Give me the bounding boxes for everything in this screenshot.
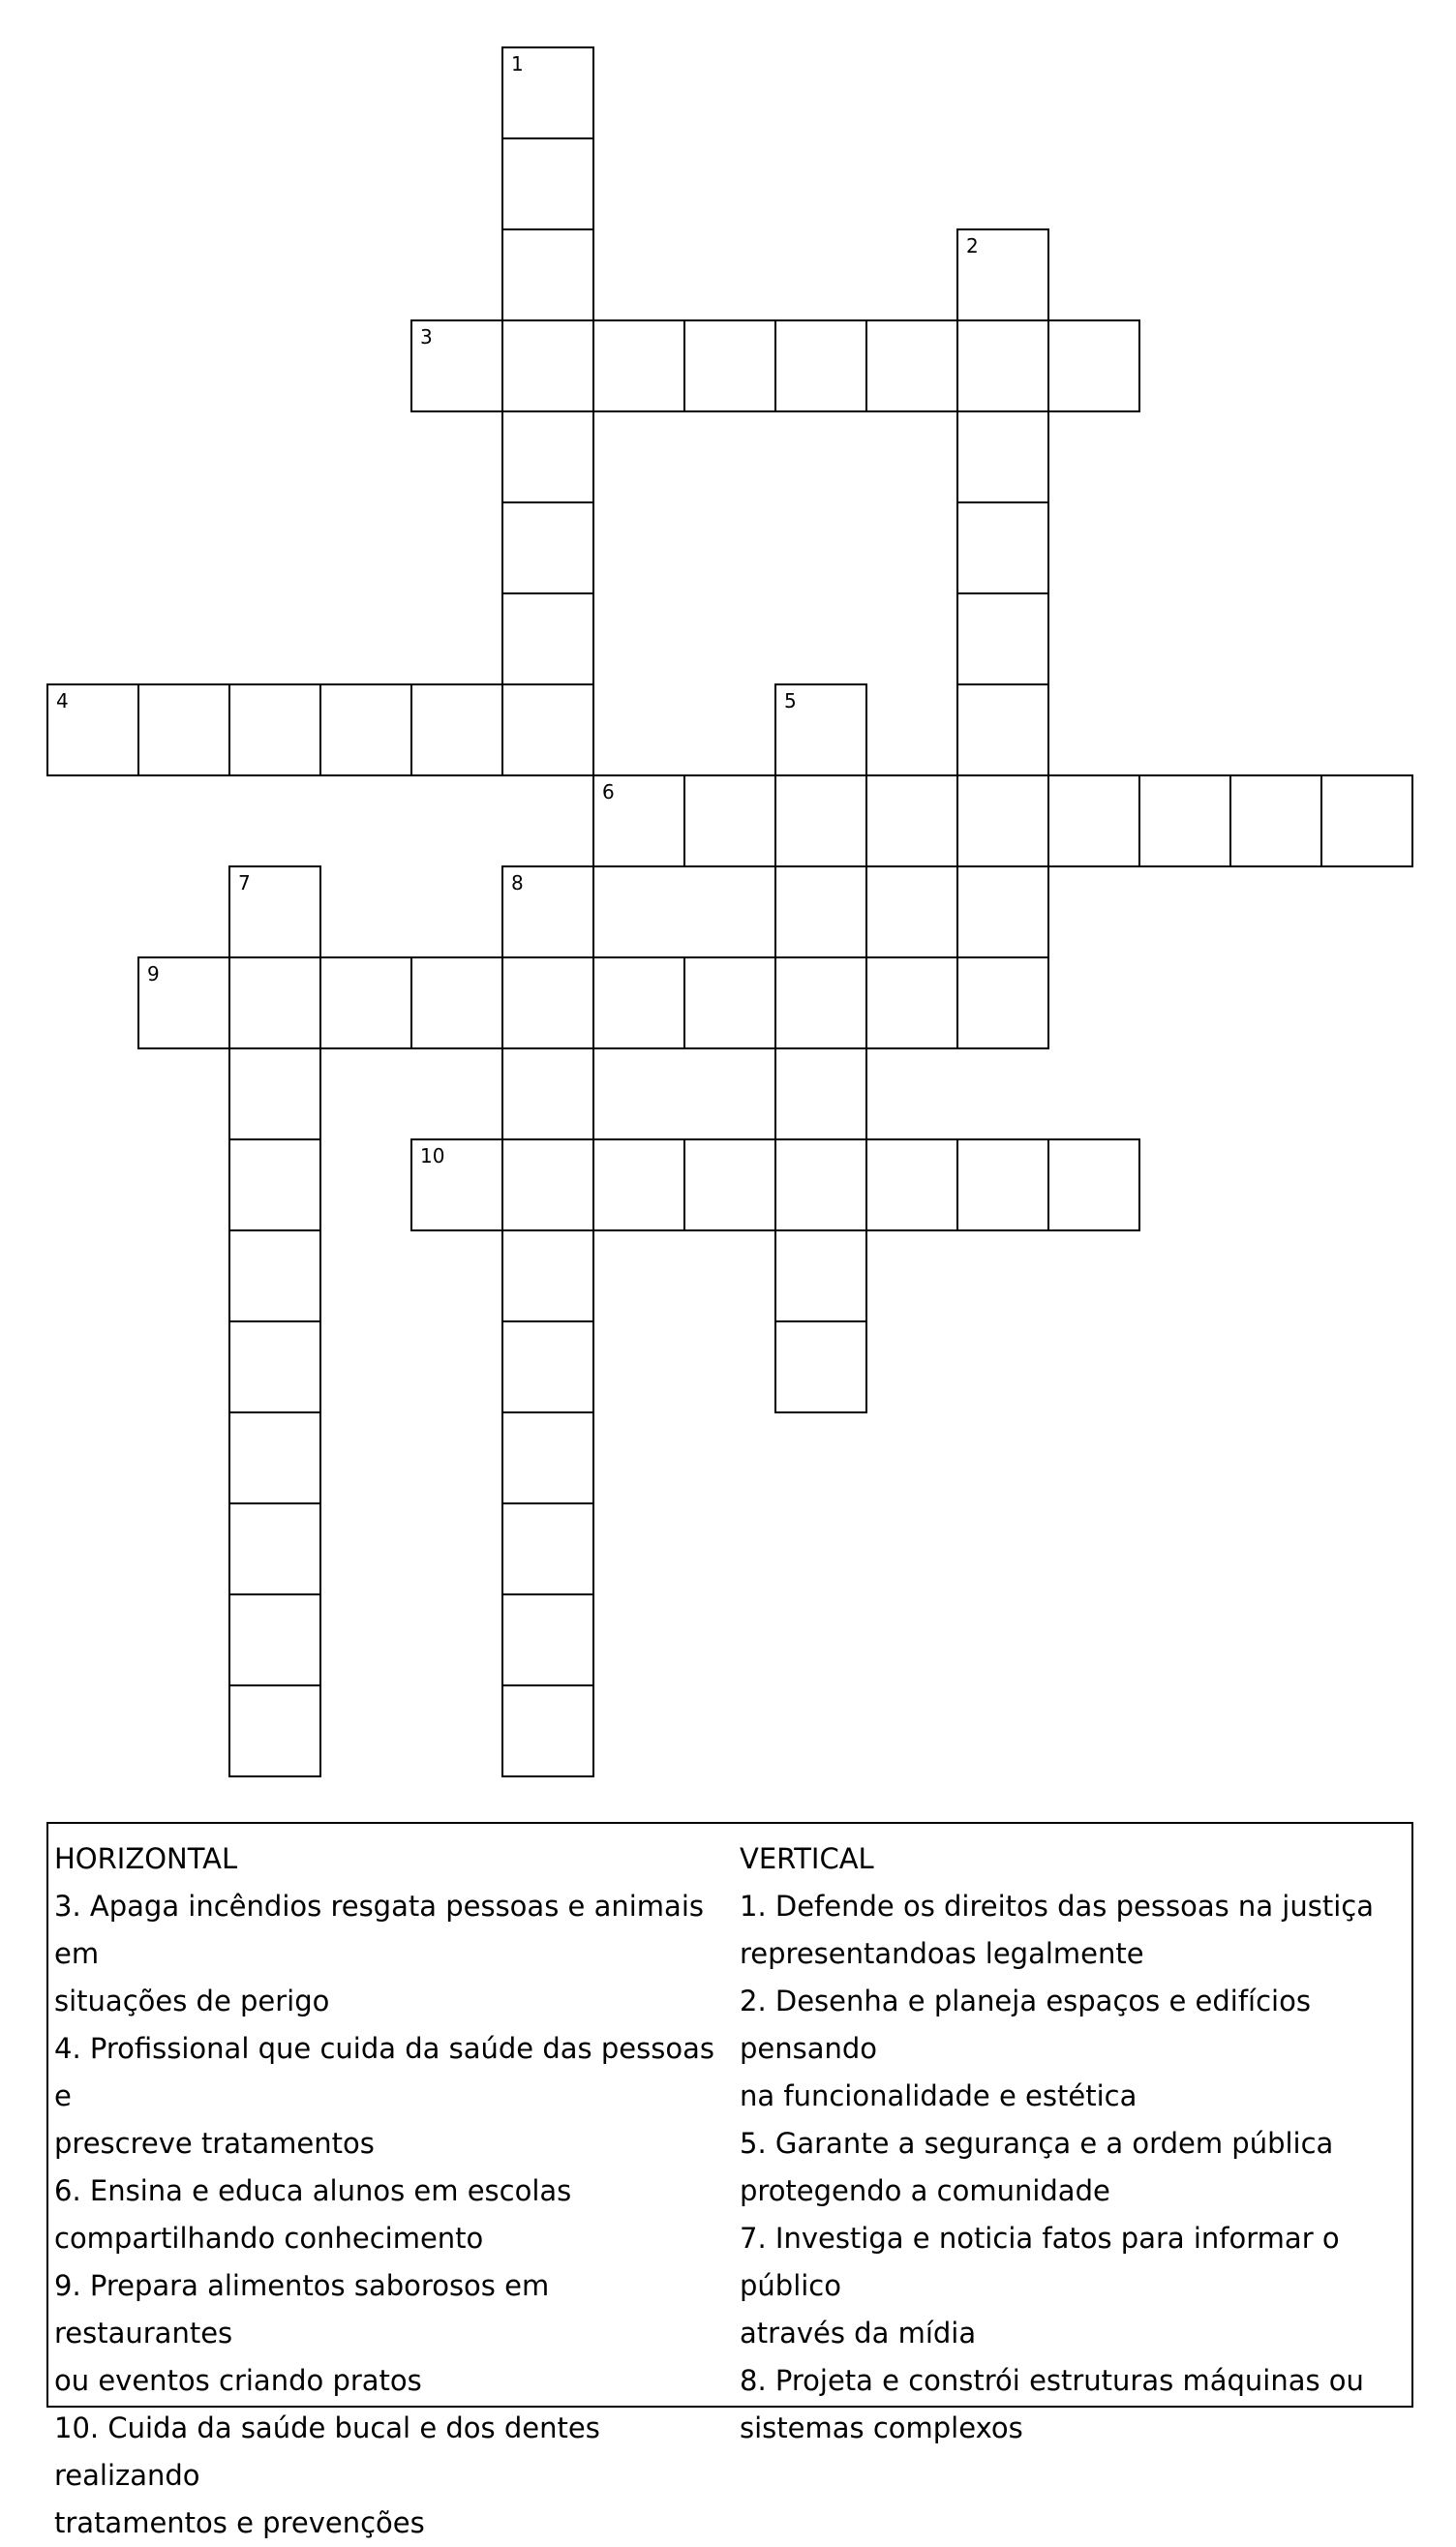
crossword-cell[interactable] — [956, 1138, 1049, 1231]
crossword-cell[interactable] — [774, 1138, 867, 1231]
crossword-cell[interactable] — [501, 1684, 594, 1777]
crossword-cell[interactable] — [956, 228, 1049, 321]
crossword-cell[interactable] — [46, 683, 139, 776]
crossword-cell[interactable] — [501, 1047, 594, 1140]
crossword-cell[interactable] — [956, 319, 1049, 412]
crossword-cell[interactable] — [501, 865, 594, 958]
clue-line: na funcionalidade e estética — [740, 2079, 1138, 2112]
crossword-cell[interactable] — [1229, 774, 1322, 867]
crossword-cell[interactable] — [956, 410, 1049, 503]
clue-line: 1. Defende os direitos das pessoas na justiça — [740, 1890, 1374, 1923]
crossword-cell[interactable] — [501, 501, 594, 594]
crossword-cell[interactable] — [501, 228, 594, 321]
clue-line: 3. Apaga incêndios resgata pessoas e animais em — [54, 1890, 704, 1970]
crossword-cell[interactable] — [137, 956, 230, 1049]
clue-line: protegendo a comunidade — [740, 2174, 1110, 2207]
clue-line: 9. Prepara alimentos saborosos em restaurantes — [54, 2269, 550, 2350]
crossword-cell[interactable] — [501, 1138, 594, 1231]
crossword-cell[interactable] — [592, 774, 685, 867]
crossword-cell[interactable] — [865, 1138, 958, 1231]
crossword-cell[interactable] — [137, 683, 230, 776]
crossword-cell[interactable] — [774, 865, 867, 958]
clue-line: 7. Investiga e noticia fatos para informar o público — [740, 2222, 1340, 2302]
clue-number: 8 — [511, 871, 524, 894]
clue-line: 10. Cuida da saúde bucal e dos dentes realizando — [54, 2411, 600, 2492]
crossword-cell[interactable] — [228, 1502, 321, 1595]
crossword-cell[interactable] — [774, 774, 867, 867]
crossword-cell[interactable] — [774, 1320, 867, 1413]
crossword-cell[interactable] — [228, 1138, 321, 1231]
crossword-cell[interactable] — [228, 1411, 321, 1504]
crossword-cell[interactable] — [501, 137, 594, 230]
crossword-cell[interactable] — [501, 956, 594, 1049]
crossword-cell[interactable] — [228, 1593, 321, 1686]
crossword-cell[interactable] — [774, 1229, 867, 1322]
crossword-cell[interactable] — [501, 683, 594, 776]
crossword-cell[interactable] — [956, 865, 1049, 958]
crossword-cell[interactable] — [592, 319, 685, 412]
crossword-cell[interactable] — [956, 956, 1049, 1049]
crossword-cell[interactable] — [774, 1047, 867, 1140]
clue-line: situações de perigo — [54, 1985, 330, 2017]
crossword-cell[interactable] — [865, 956, 958, 1049]
vertical-heading: VERTICAL — [740, 1842, 874, 1875]
crossword-cell[interactable] — [501, 410, 594, 503]
clue-number: 3 — [420, 325, 433, 349]
crossword-cell[interactable] — [774, 956, 867, 1049]
crossword-cell[interactable] — [683, 319, 776, 412]
crossword-cell[interactable] — [501, 319, 594, 412]
crossword-cell[interactable] — [956, 683, 1049, 776]
crossword-cell[interactable] — [319, 683, 412, 776]
crossword-cell[interactable] — [410, 956, 503, 1049]
crossword-cell[interactable] — [501, 1411, 594, 1504]
crossword-cell[interactable] — [1047, 319, 1140, 412]
crossword-cell[interactable] — [228, 1684, 321, 1777]
clue-number: 1 — [511, 52, 524, 76]
crossword-cell[interactable] — [865, 774, 958, 867]
clue-number: 10 — [420, 1144, 445, 1167]
clue-line: tratamentos e prevenções — [54, 2506, 425, 2539]
crossword-cell[interactable] — [501, 1320, 594, 1413]
crossword-cell[interactable] — [683, 956, 776, 1049]
crossword-cell[interactable] — [501, 1229, 594, 1322]
clue-line: compartilhando conhecimento — [54, 2222, 484, 2255]
crossword-cell[interactable] — [956, 501, 1049, 594]
horizontal-heading: HORIZONTAL — [54, 1842, 238, 1875]
crossword-cell[interactable] — [501, 46, 594, 139]
crossword-cell[interactable] — [956, 774, 1049, 867]
crossword-cell[interactable] — [228, 1229, 321, 1322]
crossword-cell[interactable] — [774, 319, 867, 412]
clue-line: sistemas complexos — [740, 2411, 1023, 2444]
clue-line: representandoas legalmente — [740, 1937, 1144, 1970]
crossword-cell[interactable] — [228, 1320, 321, 1413]
crossword-cell[interactable] — [1138, 774, 1231, 867]
crossword-cell[interactable] — [501, 1593, 594, 1686]
crossword-cell[interactable] — [774, 683, 867, 776]
horizontal-clues — [54, 1835, 722, 2547]
crossword-cell[interactable] — [1320, 774, 1413, 867]
crossword-cell[interactable] — [592, 956, 685, 1049]
crossword-cell[interactable] — [228, 683, 321, 776]
crossword-cell[interactable] — [501, 1502, 594, 1595]
clues-box — [46, 1822, 1413, 2539]
crossword-cell[interactable] — [1047, 1138, 1140, 1231]
crossword-cell[interactable] — [410, 319, 503, 412]
clue-line: ou eventos criando pratos — [54, 2364, 422, 2397]
crossword-cell[interactable] — [410, 683, 503, 776]
clue-line: 4. Profissional que cuida da saúde das pessoas e — [54, 2032, 714, 2112]
clue-number: 4 — [56, 689, 69, 713]
clue-line: 8. Projeta e constrói estruturas máquinas ou — [740, 2364, 1364, 2397]
crossword-cell[interactable] — [228, 1047, 321, 1140]
crossword-cell[interactable] — [501, 592, 594, 685]
clue-line: 5. Garante a segurança e a ordem pública — [740, 2127, 1334, 2160]
clue-line: prescreve tratamentos — [54, 2127, 375, 2160]
crossword-cell[interactable] — [410, 1138, 503, 1231]
clue-number: 6 — [602, 780, 615, 804]
clue-number: 5 — [784, 689, 797, 713]
clue-number: 2 — [966, 234, 979, 258]
crossword-cell[interactable] — [228, 956, 321, 1049]
clue-line: 2. Desenha e planeja espaços e edifícios pensando — [740, 1985, 1311, 2065]
clue-number: 7 — [238, 871, 251, 894]
crossword-cell[interactable] — [865, 319, 958, 412]
vertical-clues — [740, 1835, 1408, 2452]
crossword-cell[interactable] — [683, 774, 776, 867]
clue-number: 9 — [147, 962, 160, 985]
clue-line: 6. Ensina e educa alunos em escolas — [54, 2174, 572, 2207]
crossword-cell[interactable] — [956, 592, 1049, 685]
crossword-cell[interactable] — [1047, 774, 1140, 867]
crossword-cell[interactable] — [592, 1138, 685, 1231]
clue-line: através da mídia — [740, 2317, 977, 2350]
crossword-cell[interactable] — [319, 956, 412, 1049]
crossword-cell[interactable] — [228, 865, 321, 958]
crossword-cell[interactable] — [683, 1138, 776, 1231]
